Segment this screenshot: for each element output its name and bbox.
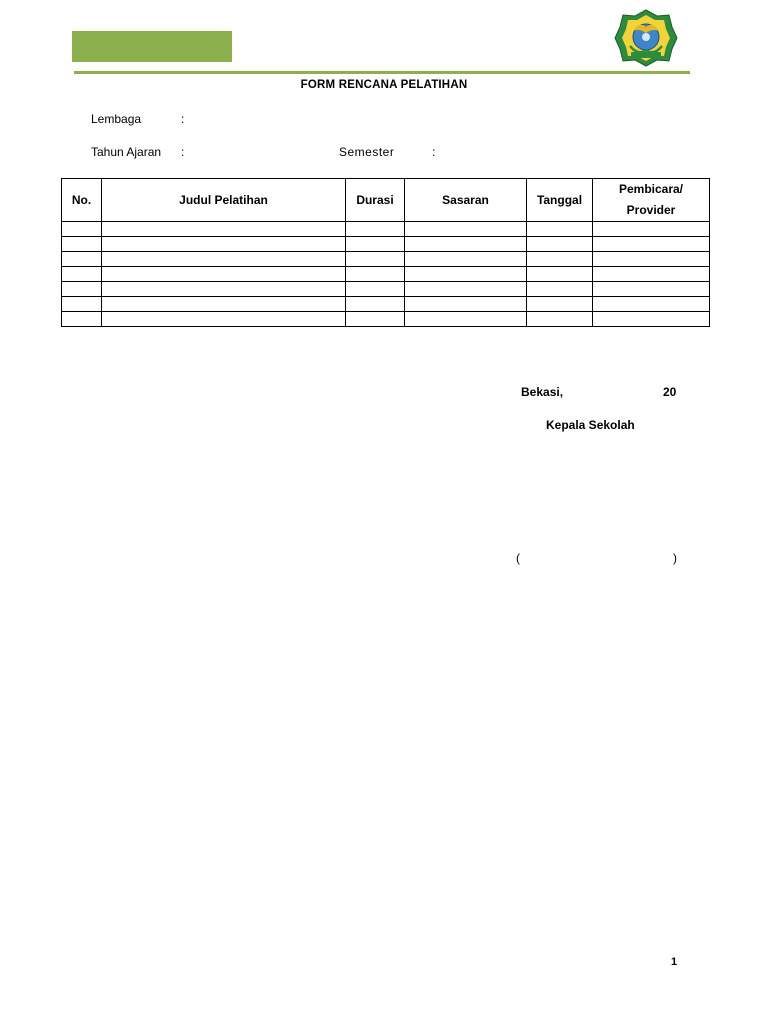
table-cell[interactable] bbox=[346, 282, 405, 297]
table-cell[interactable] bbox=[405, 297, 527, 312]
header-judul-pelatihan: Judul Pelatihan bbox=[102, 179, 346, 222]
table-cell[interactable] bbox=[527, 237, 593, 252]
table-cell[interactable] bbox=[102, 267, 346, 282]
header-no: No. bbox=[62, 179, 102, 222]
table-cell[interactable] bbox=[346, 222, 405, 237]
tahun-ajaran-colon: : bbox=[181, 145, 185, 159]
table-header-row bbox=[62, 179, 710, 222]
table-cell[interactable] bbox=[593, 282, 710, 297]
table-cell[interactable] bbox=[346, 252, 405, 267]
table-row bbox=[62, 312, 710, 327]
table-cell[interactable] bbox=[527, 297, 593, 312]
table-row bbox=[62, 252, 710, 267]
table-cell[interactable] bbox=[527, 252, 593, 267]
table-cell[interactable] bbox=[527, 282, 593, 297]
table-cell[interactable] bbox=[593, 312, 710, 327]
table-cell[interactable] bbox=[593, 222, 710, 237]
table-cell[interactable] bbox=[527, 267, 593, 282]
table-cell[interactable] bbox=[62, 312, 102, 327]
table-cell[interactable] bbox=[593, 252, 710, 267]
signature-place: Bekasi, bbox=[521, 385, 564, 399]
signature-role: Kepala Sekolah bbox=[546, 418, 635, 432]
tahun-ajaran-label: Tahun Ajaran bbox=[91, 145, 162, 159]
table-cell[interactable] bbox=[405, 252, 527, 267]
header-pembicara-provider bbox=[593, 179, 710, 222]
header-tanggal: Tanggal bbox=[527, 179, 593, 222]
signature-year: 20 bbox=[663, 385, 677, 399]
table-cell[interactable] bbox=[346, 297, 405, 312]
semester-colon: : bbox=[432, 145, 436, 159]
table-cell[interactable] bbox=[593, 237, 710, 252]
table-cell[interactable] bbox=[62, 267, 102, 282]
table-row bbox=[62, 297, 710, 312]
header-color-bar bbox=[72, 31, 232, 62]
header-rule bbox=[74, 71, 690, 74]
table-cell[interactable] bbox=[102, 222, 346, 237]
header-pembicara-line: Pembicara/ bbox=[618, 182, 684, 196]
header-sasaran: Sasaran bbox=[405, 179, 527, 222]
page-number: 1 bbox=[671, 956, 678, 968]
table-cell[interactable] bbox=[405, 267, 527, 282]
table-cell[interactable] bbox=[102, 297, 346, 312]
table-cell[interactable] bbox=[346, 237, 405, 252]
table-cell[interactable] bbox=[527, 312, 593, 327]
training-plan-table bbox=[61, 178, 710, 327]
table-cell[interactable] bbox=[102, 312, 346, 327]
table-cell[interactable] bbox=[62, 297, 102, 312]
table-cell[interactable] bbox=[527, 222, 593, 237]
table-cell[interactable] bbox=[405, 237, 527, 252]
table-cell[interactable] bbox=[405, 222, 527, 237]
table-cell[interactable] bbox=[405, 312, 527, 327]
header-durasi: Durasi bbox=[346, 179, 405, 222]
table-row bbox=[62, 237, 710, 252]
lembaga-label: Lembaga bbox=[91, 112, 142, 126]
table-row bbox=[62, 267, 710, 282]
table-cell[interactable] bbox=[346, 267, 405, 282]
table-cell[interactable] bbox=[102, 252, 346, 267]
table-cell[interactable] bbox=[405, 282, 527, 297]
header-provider-line: Provider bbox=[626, 203, 676, 217]
table-cell[interactable] bbox=[62, 222, 102, 237]
form-title: FORM RENCANA PELATIHAN bbox=[300, 79, 468, 91]
table-row bbox=[62, 222, 710, 237]
table-cell[interactable] bbox=[62, 252, 102, 267]
lembaga-colon: : bbox=[181, 112, 185, 126]
table-cell[interactable] bbox=[102, 237, 346, 252]
institution-crest-icon bbox=[613, 8, 679, 68]
table-cell[interactable] bbox=[62, 237, 102, 252]
signature-open-paren: ( bbox=[516, 551, 520, 565]
semester-label: Semester bbox=[339, 145, 395, 159]
table-row bbox=[62, 282, 710, 297]
signature-close-paren: ) bbox=[673, 551, 677, 565]
table-cell[interactable] bbox=[346, 312, 405, 327]
table-cell[interactable] bbox=[102, 282, 346, 297]
table-cell[interactable] bbox=[593, 297, 710, 312]
table-cell[interactable] bbox=[62, 282, 102, 297]
table-cell[interactable] bbox=[593, 267, 710, 282]
